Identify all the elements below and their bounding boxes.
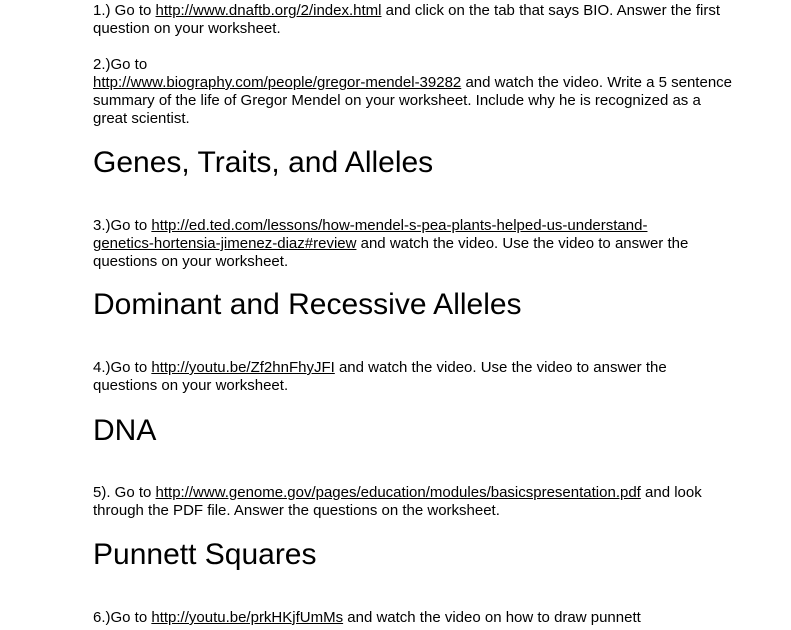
instruction-5-post: and look through the PDF file. Answer the questions on the worksheet. [93, 484, 702, 519]
instruction-6-post: and watch the video on how to draw punnett [343, 609, 641, 626]
instruction-6-pre: 6.)Go to [93, 609, 152, 626]
ted-link-line-1[interactable]: http://ed.ted.com/lessons/how-mendel-s-pea-plants-helped-us-understand- [151, 217, 648, 234]
heading-dna: DNA [93, 414, 157, 447]
ted-link-line-2[interactable]: genetics-hortensia-jimenez-diaz#review [93, 235, 357, 252]
heading-dominant-recessive: Dominant and Recessive Alleles [93, 288, 522, 321]
heading-punnett-squares: Punnett Squares [93, 538, 317, 571]
genome-pdf-link[interactable]: http://www.genome.gov/pages/education/modules/basicspresentation.pdf [155, 484, 641, 501]
youtube-link-2[interactable]: http://youtu.be/prkHKjfUmMs [151, 609, 344, 626]
youtube-link-1[interactable]: http://youtu.be/Zf2hnFhyJFI [151, 359, 335, 376]
instruction-2-post: and watch the video. Write a 5 sentence summary of the life of Gregor Mendel on your worksheet. Include why he is recognized as a great scientist. [93, 74, 732, 127]
instruction-3-post: and watch the video. Use the video to answer the questions on your worksheet. [93, 235, 689, 270]
instruction-1-post: and click on the tab that says BIO. Answer the first question on your worksheet. [93, 2, 720, 37]
instruction-3-pre: 3.)Go to [93, 217, 152, 234]
instruction-1 [93, 2, 733, 38]
instruction-1-pre: 1.) Go to [93, 2, 156, 19]
biography-link[interactable]: http://www.biography.com/people/gregor-mendel-39282 [93, 74, 462, 91]
instruction-4 [93, 359, 733, 395]
instruction-2 [93, 56, 733, 128]
instruction-2-pre: 2.)Go to [93, 56, 148, 73]
instruction-6 [93, 609, 733, 627]
heading-genes-traits-alleles: Genes, Traits, and Alleles [93, 146, 434, 179]
dnaftb-link[interactable]: http://www.dnaftb.org/2/index.html [155, 2, 382, 19]
instruction-5 [93, 484, 733, 520]
instruction-5-pre: 5). Go to [93, 484, 156, 501]
instruction-4-pre: 4.)Go to [93, 359, 152, 376]
instruction-3 [93, 217, 733, 271]
instruction-4-post: and watch the video. Use the video to answer the questions on your worksheet. [93, 359, 667, 394]
